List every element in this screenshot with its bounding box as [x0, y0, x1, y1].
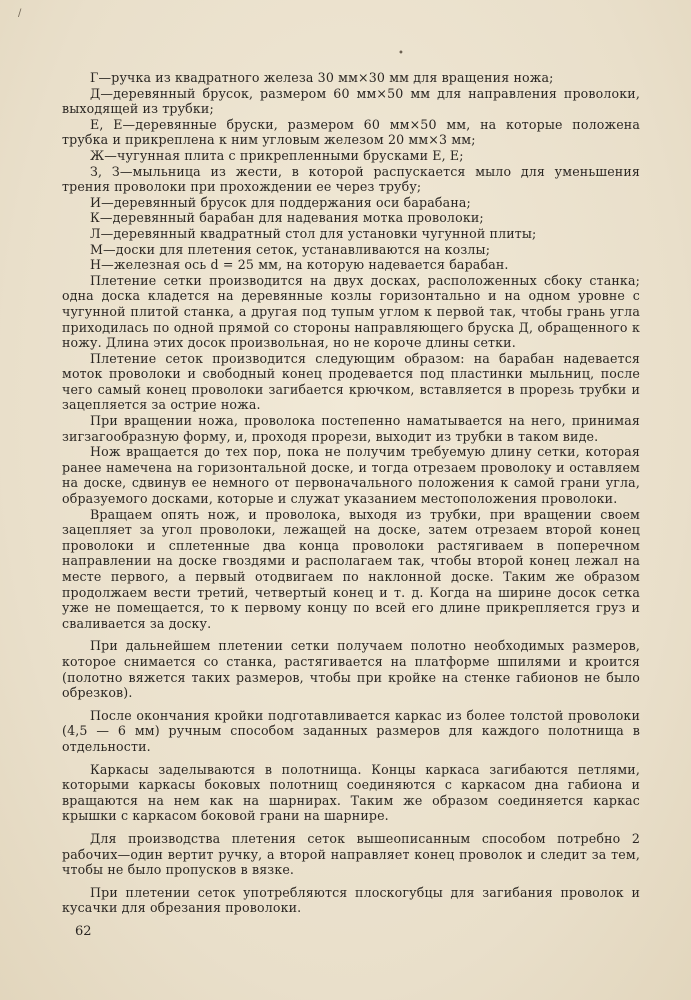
legend-item: Е, Е—деревянные бруски, размером 60 мм×50 мм, на которые положена трубка и прикреплена к ним угловым железом 20 мм×3 мм; [62, 116, 640, 148]
paragraph: При плетении сеток употребляются плоскогубцы для загибания проволок и кусачки для обрезания проволоки. [62, 884, 640, 916]
legend-item: Д—деревянный брусок, размером 60 мм×50 мм для направления проволоки, выходящей из трубки; [62, 85, 640, 117]
page-text [62, 70, 640, 916]
corner-mark: / [18, 8, 22, 19]
paragraph: Плетение сеток производится следующим образом: на барабан надевается моток проволоки и свободный конец продевается под пластинки мыльниц, после чего самый конец проволоки загибается крючком, вставляется в прорезь трубки и зацепляется за острие ножа. [62, 350, 640, 413]
legend-item: Н—железная ось d = 25 мм, на которую надевается барабан. [90, 257, 509, 273]
legend-item: З, З—мыльница из жести, в которой распускается мыло для уменьшения трения проволоки при прохождении ее через трубу; [62, 163, 640, 195]
legend-item: К—деревянный барабан для надевания мотка проволоки; [90, 210, 484, 226]
legend-item: И—деревянный брусок для поддержания оси барабана; [90, 194, 471, 210]
paragraph: При вращении ножа, проволока постепенно наматывается на него, принимая зигзагообразную форму, и, проходя прорези, выходит из трубки в таком виде. [62, 413, 640, 444]
page-number: 62 [75, 924, 92, 939]
paragraph: Для производства плетения сеток вышеописанным способом потребно 2 рабочих—один вертит ручку, а второй направляет конец проволок и следит за тем, чтобы не было пропусков в вязке. [62, 830, 640, 878]
paragraph: После окончания кройки подготавливается каркас из более толстой проволоки (4,5 — 6 мм) ручным способом заданных размеров для каждого полотнища в отдельности. [62, 707, 640, 754]
paragraph: Нож вращается до тех пор, пока не получим требуемую длину сетки, которая ранее намечена на горизонтальной доске, и тогда отрезаем проволоку и оставляем на доске, сдвинув ее немного от первоначального положения к самой грани угла, образуемого досками, которые и служат указанием местоположения проволоки. [62, 444, 640, 507]
paragraph: Каркасы заделываются в полотнища. Концы каркаса загибаются петлями, которыми каркасы боковых полотнищ соединяются с каркасом дна габиона и вращаются на нем как на шарнирах. Таким же образом соединяется каркас крышки с каркасом боковой грани на шарнире. [62, 761, 640, 824]
legend-item: Г—ручка из квадратного железа 30 мм×30 мм для вращения ножа; [90, 70, 554, 85]
legend-item: Л—деревянный квадратный стол для установки чугунной плиты; [90, 225, 537, 241]
legend-list [62, 70, 640, 273]
legend-item: Ж—чугунная плита с прикрепленными брусками Е, Е; [90, 147, 464, 163]
paragraph: При дальнейшем плетении сетки получаем полотно необходимых размеров, которое снимается со станка, растягивается на платформе шпилями и кроится (полотно вяжется таких размеров, чтобы при кройке на стенке габионов не было обрезков). [62, 638, 640, 701]
paragraph: Вращаем опять нож, и проволока, выходя из трубки, при вращении своем зацепляет за угол проволоки, лежащей на доске, затем отрезаем второй конец проволоки и сплетенные два конца проволоки растягиваем в поперечном направлении на доске гвоздями и располагаем так, чтобы второй конец лежал на месте первого, а первый отодвигаем по наклонной доске. Таким же образом продолжаем вести третий, четвертый конец и т. д. Когда на ширине досок сетка уже не помещается, то к первому концу по всей его длине прикрепляется груз и сваливается за доску. [62, 506, 640, 631]
legend-item: М—доски для плетения сеток, устанавливаются на козлы; [90, 241, 491, 257]
dot-mark: • [398, 48, 404, 59]
paragraph: Плетение сетки производится на двух досках, расположенных сбоку станка; одна доска кладется на деревянные козлы горизонтально и на одном уровне с чугунной плитой станка, а другая под тупым углом к первой так, чтобы грань угла приходилась по одной прямой со стороны направляющего бруска Д, обращенного к ножу. Длина этих досок произвольная, но не короче длины сетки. [62, 272, 640, 351]
